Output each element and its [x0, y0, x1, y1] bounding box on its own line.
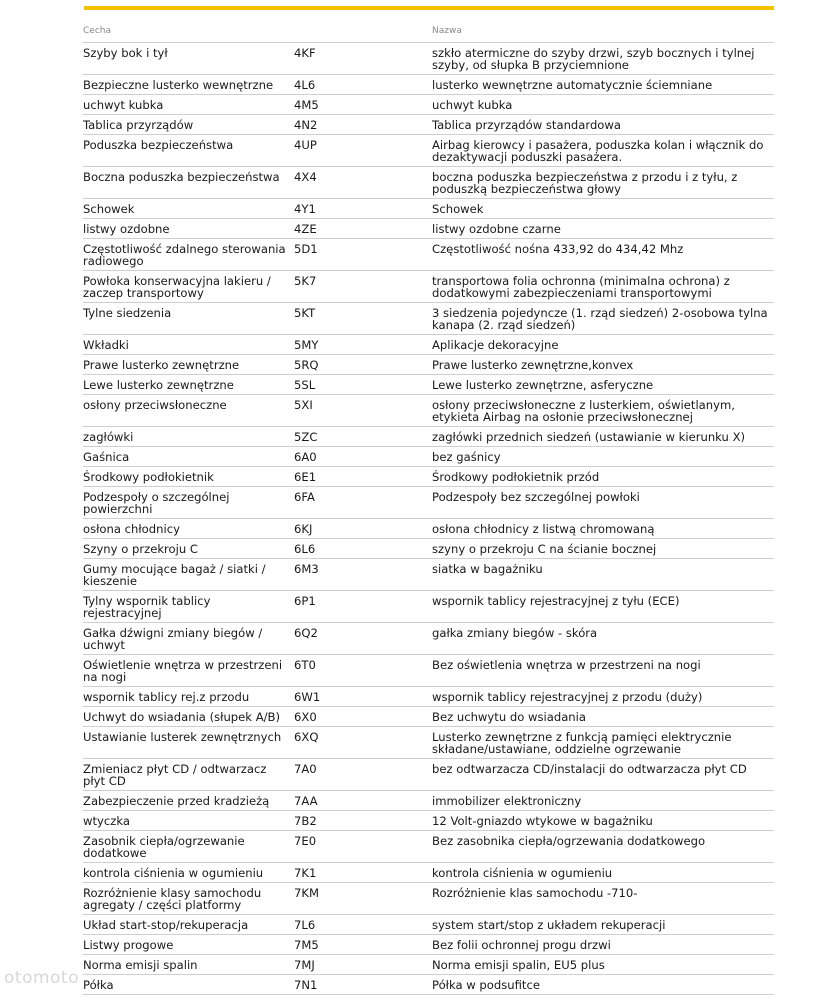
feature-cell: wspornik tablicy rej.z przodu: [83, 690, 250, 704]
code-cell: 5ZC: [294, 430, 318, 444]
name-cell: bez odtwarzacza CD/instalacji do odtwarzacza płyt CD: [432, 762, 747, 776]
code-cell: 6E1: [294, 470, 317, 484]
name-cell: Bez folii ochronnej progu drzwi: [432, 938, 611, 952]
feature-cell: Boczna poduszka bezpieczeństwa: [83, 170, 280, 184]
name-cell: Lewe lusterko zewnętrzne, asferyczne: [432, 378, 654, 392]
code-cell: 6T0: [294, 658, 316, 672]
code-cell: 6KJ: [294, 522, 313, 536]
table-row: [83, 539, 774, 559]
table-row: [83, 199, 774, 219]
code-cell: 5XI: [294, 398, 313, 412]
code-cell: 6L6: [294, 542, 316, 556]
code-cell: 4ZE: [294, 222, 317, 236]
feature-cell: Poduszka bezpieczeństwa: [83, 138, 234, 152]
code-cell: 4X4: [294, 170, 317, 184]
name-cell: szkło atermiczne do szyby drzwi, szyb bocznych i tylnej szyby, od słupka B przyciemnione: [432, 46, 755, 72]
code-cell: 7K1: [294, 866, 317, 880]
code-cell: 7N1: [294, 978, 318, 992]
feature-cell: osłony przeciwsłoneczne: [83, 398, 227, 412]
table-row: [83, 355, 774, 375]
code-cell: 6M3: [294, 562, 319, 576]
name-cell: Airbag kierowcy i pasażera, poduszka kolan i włącznik do dezaktywacji poduszki pasażera.: [432, 138, 764, 164]
feature-cell: uchwyt kubka: [83, 98, 164, 112]
name-cell: Bez zasobnika ciepła/ogrzewania dodatkowego: [432, 834, 706, 848]
table-row: [83, 727, 774, 759]
table-row: [83, 135, 774, 167]
code-cell: 6X0: [294, 710, 317, 724]
name-cell: Podzespoły bez szczególnej powłoki: [432, 490, 640, 504]
header-name: Nazwa: [432, 26, 462, 36]
table-row: [83, 239, 774, 271]
name-cell: boczna poduszka bezpieczeństwa z przodu i z tyłu, z poduszką bezpieczeństwa głowy: [432, 170, 738, 196]
name-cell: Środkowy podłokietnik przód: [432, 470, 600, 484]
table-row: [83, 559, 774, 591]
table-row: [83, 935, 774, 955]
table-row: [83, 975, 774, 995]
name-cell: 3 siedzenia pojedyncze (1. rząd siedzeń) 2-osobowa tylna kanapa (2. rząd siedzeń): [432, 306, 768, 332]
code-cell: 6Q2: [294, 626, 318, 640]
feature-cell: Uchwyt do wsiadania (słupek A/B): [83, 710, 281, 724]
feature-cell: Podzespoły o szczególnej powierzchni: [83, 490, 230, 516]
table-row: [83, 883, 774, 915]
table-row: [83, 167, 774, 199]
name-cell: Tablica przyrządów standardowa: [432, 118, 621, 132]
name-cell: Schowek: [432, 202, 484, 216]
code-cell: 5D1: [294, 242, 318, 256]
name-cell: 12 Volt-gniazdo wtykowe w bagażniku: [432, 814, 653, 828]
feature-cell: Tylny wspornik tablicy rejestracyjnej: [83, 594, 211, 620]
name-cell: wspornik tablicy rejestracyjnej z tyłu (ECE): [432, 594, 680, 608]
feature-cell: Zmieniacz płyt CD / odtwarzacz płyt CD: [83, 762, 267, 788]
feature-cell: Wkładki: [83, 338, 129, 352]
table-row: [83, 335, 774, 355]
table-row: [83, 687, 774, 707]
accent-rule: [84, 6, 774, 10]
table-row: [83, 791, 774, 811]
name-cell: Rozróżnienie klas samochodu -710-: [432, 886, 638, 900]
table-row: [83, 591, 774, 623]
name-cell: lusterko wewnętrzne automatycznie ściemniane: [432, 78, 713, 92]
name-cell: szyny o przekroju C na ścianie bocznej: [432, 542, 657, 556]
table-row: [83, 655, 774, 687]
table-row: [83, 375, 774, 395]
code-cell: 4N2: [294, 118, 318, 132]
feature-cell: Bezpieczne lusterko wewnętrzne: [83, 78, 274, 92]
code-cell: 7B2: [294, 814, 317, 828]
name-cell: wspornik tablicy rejestracyjnej z przodu (duży): [432, 690, 703, 704]
table-row: [83, 115, 774, 135]
table-row: [83, 427, 774, 447]
feature-cell: Ustawianie lusterek zewnętrznych: [83, 730, 282, 744]
feature-cell: Zabezpieczenie przed kradzieżą: [83, 794, 270, 808]
name-cell: immobilizer elektroniczny: [432, 794, 582, 808]
feature-cell: zagłówki: [83, 430, 134, 444]
feature-cell: Częstotliwość zdalnego sterowania radiowego: [83, 242, 286, 268]
table-row: [83, 467, 774, 487]
name-cell: Norma emisji spalin, EU5 plus: [432, 958, 605, 972]
code-cell: 5KT: [294, 306, 316, 320]
table-row: [83, 519, 774, 539]
table-row: [83, 915, 774, 935]
table-row: [83, 43, 774, 75]
table-row: [83, 487, 774, 519]
table-row: [83, 447, 774, 467]
name-cell: Aplikacje dekoracyjne: [432, 338, 559, 352]
table-row: [83, 863, 774, 883]
feature-cell: Prawe lusterko zewnętrzne: [83, 358, 240, 372]
code-cell: 4M5: [294, 98, 319, 112]
table-row: [83, 955, 774, 975]
header-feature: Cecha: [83, 26, 111, 36]
feature-cell: kontrola ciśnienia w ogumieniu: [83, 866, 264, 880]
table-row: [83, 759, 774, 791]
feature-cell: Tylne siedzenia: [83, 306, 172, 320]
code-cell: 6W1: [294, 690, 321, 704]
name-cell: uchwyt kubka: [432, 98, 513, 112]
code-cell: 7A0: [294, 762, 317, 776]
code-cell: 4Y1: [294, 202, 316, 216]
code-cell: 4UP: [294, 138, 317, 152]
name-cell: osłona chłodnicy z listwą chromowaną: [432, 522, 655, 536]
table-row: [83, 831, 774, 863]
table-row: [83, 395, 774, 427]
name-cell: Prawe lusterko zewnętrzne,konvex: [432, 358, 634, 372]
feature-cell: wtyczka: [83, 814, 130, 828]
feature-cell: Gaśnica: [83, 450, 130, 464]
name-cell: transportowa folia ochronna (minimalna ochrona) z dodatkowymi zabezpieczeniami transportowymi: [432, 274, 730, 300]
feature-cell: Szyby bok i tył: [83, 46, 168, 60]
table-row: [83, 219, 774, 239]
table-row: [83, 623, 774, 655]
table-row: [83, 95, 774, 115]
feature-cell: Półka: [83, 978, 114, 992]
code-cell: 6FA: [294, 490, 315, 504]
name-cell: Bez uchwytu do wsiadania: [432, 710, 586, 724]
code-cell: 7L6: [294, 918, 316, 932]
name-cell: siatka w bagażniku: [432, 562, 543, 576]
table-header: [83, 26, 774, 43]
code-cell: 7KM: [294, 886, 319, 900]
feature-cell: osłona chłodnicy: [83, 522, 180, 536]
table-row: [83, 811, 774, 831]
watermark-logo: otomoto: [4, 968, 79, 988]
feature-cell: Lewe lusterko zewnętrzne: [83, 378, 234, 392]
feature-cell: Środkowy podłokietnik: [83, 470, 214, 484]
code-cell: 4L6: [294, 78, 316, 92]
code-cell: 5K7: [294, 274, 317, 288]
table-row: [83, 707, 774, 727]
name-cell: zagłówki przednich siedzeń (ustawianie w kierunku X): [432, 430, 746, 444]
feature-cell: Szyny o przekroju C: [83, 542, 198, 556]
feature-cell: Listwy progowe: [83, 938, 174, 952]
name-cell: Częstotliwość nośna 433,92 do 434,42 Mhz: [432, 242, 684, 256]
feature-cell: Tablica przyrządów: [83, 118, 194, 132]
code-cell: 7M5: [294, 938, 319, 952]
code-cell: 6XQ: [294, 730, 319, 744]
table-row: [83, 271, 774, 303]
equipment-table: [83, 26, 774, 995]
feature-cell: Powłoka konserwacyjna lakieru / zaczep transportowy: [83, 274, 271, 300]
feature-cell: Rozróżnienie klasy samochodu agregaty / części platformy: [83, 886, 262, 912]
feature-cell: Gałka dźwigni zmiany biegów / uchwyt: [83, 626, 263, 652]
table-row: [83, 303, 774, 335]
name-cell: Lusterko zewnętrzne z funkcją pamięci elektrycznie składane/ustawiane, oddzielne ogrzewanie: [432, 730, 732, 756]
feature-cell: listwy ozdobne: [83, 222, 170, 236]
feature-cell: Norma emisji spalin: [83, 958, 198, 972]
feature-cell: Oświetlenie wnętrza w przestrzeni na nogi: [83, 658, 283, 684]
code-cell: 7E0: [294, 834, 317, 848]
feature-cell: Układ start-stop/rekuperacja: [83, 918, 249, 932]
table-row: [83, 75, 774, 95]
code-cell: 6A0: [294, 450, 317, 464]
name-cell: system start/stop z układem rekuperacji: [432, 918, 666, 932]
feature-cell: Schowek: [83, 202, 135, 216]
feature-cell: Zasobnik ciepła/ogrzewanie dodatkowe: [83, 834, 245, 860]
name-cell: bez gaśnicy: [432, 450, 501, 464]
name-cell: listwy ozdobne czarne: [432, 222, 561, 236]
code-cell: 7AA: [294, 794, 318, 808]
name-cell: Półka w podsufitce: [432, 978, 540, 992]
code-cell: 4KF: [294, 46, 316, 60]
code-cell: 6P1: [294, 594, 316, 608]
name-cell: Bez oświetlenia wnętrza w przestrzeni na nogi: [432, 658, 701, 672]
code-cell: 5MY: [294, 338, 319, 352]
code-cell: 5SL: [294, 378, 316, 392]
name-cell: kontrola ciśnienia w ogumieniu: [432, 866, 613, 880]
feature-cell: Gumy mocujące bagaż / siatki / kieszenie: [83, 562, 266, 588]
name-cell: gałka zmiany biegów - skóra: [432, 626, 598, 640]
code-cell: 7MJ: [294, 958, 315, 972]
code-cell: 5RQ: [294, 358, 319, 372]
name-cell: osłony przeciwsłoneczne z lusterkiem, oświetlanym, etykieta Airbag na osłonie przeciwsłonecznej: [432, 398, 735, 424]
table-body: [83, 43, 774, 995]
